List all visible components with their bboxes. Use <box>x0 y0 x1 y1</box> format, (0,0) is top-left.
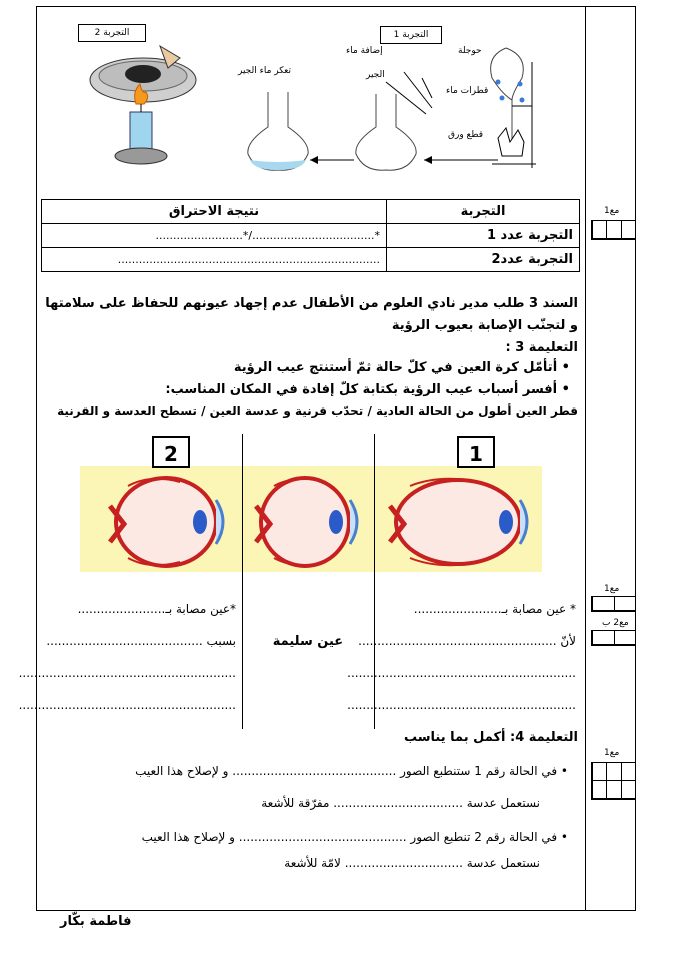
support3-line2: و لتجنّب الإصابة بعيوب الرؤية <box>391 318 578 333</box>
experiment1-drawing <box>236 42 556 178</box>
label-flask: حوجلة <box>458 46 482 56</box>
results-table <box>41 199 580 272</box>
eye-drawings <box>80 466 542 572</box>
grade-box-2[interactable] <box>591 596 636 612</box>
row2-label: التجربة عدد2 <box>387 248 580 272</box>
grade-box-3[interactable] <box>591 630 636 646</box>
grade-box-4[interactable] <box>591 762 636 800</box>
instruction4-bullet2-line1[interactable]: • في الحالة رقم 2 تنطبع الصور ............................................ و لإصلاح هذا العيب <box>141 830 568 844</box>
case1-answer-4[interactable]: ............................................................ <box>347 698 576 712</box>
row1-answer[interactable]: *.................................../*......................... <box>42 224 387 248</box>
instruction4-title: التعليمة 4: أكمل بما يناسب <box>404 730 578 745</box>
instruction3-bullet1: • أتأمّل كرة العين في كلّ حالة ثمّ أستنتج عيب الرؤية <box>233 360 570 375</box>
case1-answer-1[interactable]: * عين مصابة بـ....................... <box>413 602 576 616</box>
label-lime: الجير <box>366 70 385 80</box>
experiment1-label: التجربة 1 <box>380 26 442 44</box>
grade-label-2: مع1 <box>604 584 620 594</box>
bullet1-text: أتأمّل كرة العين في كلّ حالة ثمّ أستنتج عيب الرؤية <box>233 360 558 375</box>
case2-answer-1[interactable]: *عين مصابة بـ....................... <box>77 602 236 616</box>
case1-answer-2[interactable]: لأنّ .................................................... <box>358 634 576 648</box>
label-turbid-lime: تعكر ماء الجير <box>238 66 292 76</box>
case2-answer-2[interactable]: بسبب ......................................... <box>46 634 236 648</box>
eye-normal <box>256 478 357 566</box>
eye-case-2 <box>110 478 223 566</box>
experiment2-label: التجربة 2 <box>78 24 146 42</box>
support3-line1: السند 3 طلب مدير نادي العلوم من الأطفال عدم إجهاد عيونهم للحفاظ على سلامتها <box>45 296 578 311</box>
instruction4-bullet2-line2[interactable]: نستعمل عدسة ............................... لامّة للأشعة <box>284 856 540 870</box>
case2-answer-3[interactable]: ......................................................... <box>18 666 236 680</box>
experiment2-drawing <box>88 38 198 170</box>
b2-line1-text: في الحالة رقم 2 تنطبع الصور ............................................ و لإصلاح هذا العيب <box>141 830 558 844</box>
label-paper-pieces: قطع ورق <box>448 130 484 140</box>
margin-divider <box>585 6 586 911</box>
instruction3-title: التعليمة 3 : <box>505 340 578 355</box>
instruction3-bullet2: • أفسر أسباب عيب الرؤية بكتابة كلّ إفادة في المكان المناسب: <box>165 382 570 397</box>
header-experiment: التجربة <box>387 200 580 224</box>
bullet2-text: أفسر أسباب عيب الرؤية بكتابة كلّ إفادة في المكان المناسب: <box>165 382 558 397</box>
grade-label-4: مع1 <box>604 748 620 758</box>
instruction4-bullet1-line1[interactable]: • في الحالة رقم 1 ستنطبع الصور ........................................... و لإصلاح هذا العيب <box>135 764 568 778</box>
case-1-number: 1 <box>457 436 495 468</box>
grade-box-1[interactable] <box>591 220 636 240</box>
label-add-water: إضافة ماء <box>346 46 383 56</box>
author-name: فاطمة بكّار <box>60 914 132 929</box>
case-2-number: 2 <box>152 436 190 468</box>
grade-label-1: مع1 <box>604 206 620 216</box>
eye-case-1 <box>390 479 527 565</box>
case1-answer-3[interactable]: ............................................................ <box>347 666 576 680</box>
row2-answer[interactable]: ........................................................................... <box>42 248 387 272</box>
grade-label-3: مع2 ب <box>602 618 629 628</box>
header-result: نتيجة الاحتراق <box>42 200 387 224</box>
row1-label: التجربة عدد 1 <box>387 224 580 248</box>
b1-line1-text: في الحالة رقم 1 ستنطبع الصور ........................................... و لإصلاح هذا العيب <box>135 764 558 778</box>
normal-eye-label: عين سليمة <box>272 634 344 649</box>
label-water-drops: قطرات ماء <box>446 86 489 96</box>
instruction4-bullet1-line2[interactable]: نستعمل عدسة .................................. مفرّقة للأشعة <box>261 796 540 810</box>
case2-answer-4[interactable]: ......................................................... <box>18 698 236 712</box>
instruction3-options: قطر العين أطول من الحالة العادية / تحدّب قرنية و عدسة العين / تسطح العدسة و القرنية <box>57 404 578 418</box>
